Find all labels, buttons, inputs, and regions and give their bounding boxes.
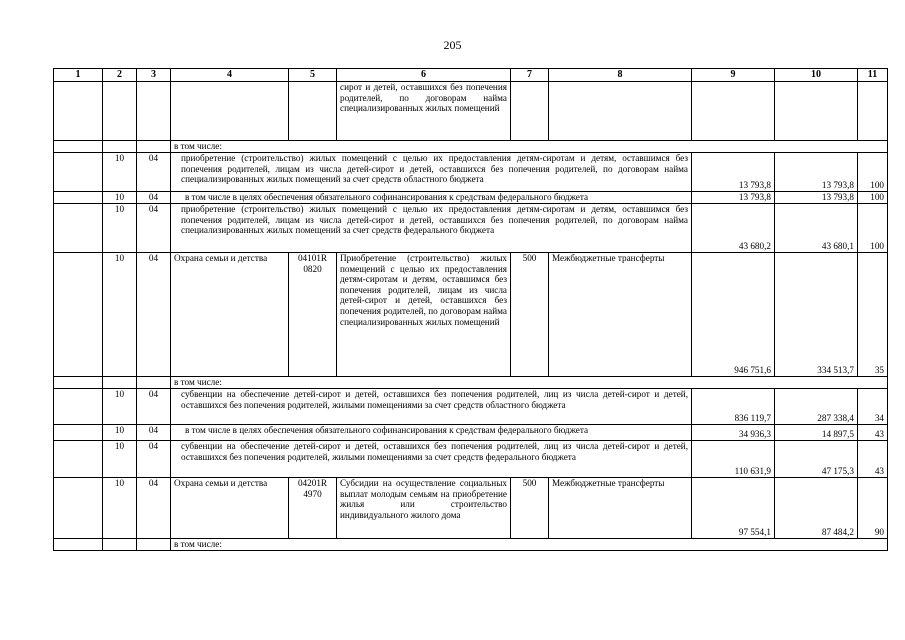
cell-actual: 43 680,1	[775, 204, 858, 253]
col-header: 11	[858, 69, 888, 82]
table-row	[54, 539, 888, 551]
cell-section: 10	[103, 153, 137, 192]
cell-plan: 836 119,7	[692, 389, 775, 425]
cell-subsection: 04	[137, 153, 171, 192]
cell-percent: 90	[858, 478, 888, 539]
col-header: 2	[103, 69, 137, 82]
cell-section: 10	[103, 441, 137, 478]
table-row	[54, 253, 888, 377]
cell-actual: 287 338,4	[775, 389, 858, 425]
cell-description: субвенции на обеспечение детей-сирот и детей, оставшихся без попечения родителей, лиц из числа детей-сирот и детей, оставшихся без попечения родителей, жилыми помещениями за счет средств федерального бюджета	[171, 441, 692, 478]
cell-plan: 110 631,9	[692, 441, 775, 478]
cell-actual: 14 897,5	[775, 425, 858, 441]
subtotal-label: в том числе:	[171, 377, 888, 389]
cell-percent: 43	[858, 425, 888, 441]
cell-actual: 47 175,3	[775, 441, 858, 478]
cell-actual: 334 513,7	[775, 253, 858, 377]
cell-program: Охрана семьи и детства	[171, 478, 289, 539]
cell-purpose: Приобретение (строительство) жилых помещений с целью их предоставления детям-сиротам и детям, оставшимся без попечения родителей, лицам из числа детей-сирот и детей, оставшихся без попечения родителей, по договорам найма специализированных жилых помещений	[337, 253, 511, 377]
table-row	[54, 141, 888, 153]
table-row	[54, 153, 888, 192]
cell-subsection: 04	[137, 389, 171, 425]
cell-plan: 13 793,8	[692, 192, 775, 204]
cell-description: в том числе в целях обеспечения обязательного софинансирования к средствам федерального бюджета	[171, 192, 692, 204]
cell-program: Охрана семьи и детства	[171, 253, 289, 377]
cell-purpose: сирот и детей, оставшихся без попечения родителей, по договорам найма специализированных жилых помещений	[337, 82, 511, 141]
cell-percent: 43	[858, 441, 888, 478]
cell-subsection: 04	[137, 425, 171, 441]
cell-purpose: Субсидии на осуществление социальных выплат молодым семьям на приобретение жилья или строительство индивидуального жилого дома	[337, 478, 511, 539]
cell-section: 10	[103, 204, 137, 253]
cell-section: 10	[103, 478, 137, 539]
budget-table	[53, 68, 888, 551]
cell-plan: 13 793,8	[692, 153, 775, 192]
cell-expense-type: 500	[511, 253, 549, 377]
subtotal-label: в том числе:	[171, 141, 888, 153]
col-header: 9	[692, 69, 775, 82]
cell-subsection: 04	[137, 204, 171, 253]
cell-plan: 946 751,6	[692, 253, 775, 377]
cell-percent: 100	[858, 204, 888, 253]
table-row	[54, 425, 888, 441]
col-header: 8	[549, 69, 692, 82]
cell-description: приобретение (строительство) жилых помещений с целью их предоставления детям-сиротам и детям, оставшимся без попечения родителей, лицам из числа детей-сирот и детей, оставшихся без попечения родителей, по договорам найма специализированных жилых помещений за счет средств федерального бюджета	[171, 204, 692, 253]
cell-subsection: 04	[137, 478, 171, 539]
cell-subsection: 04	[137, 253, 171, 377]
cell-expense-name: Межбюджетные трансферты	[549, 253, 692, 377]
table-row	[54, 192, 888, 204]
cell-actual: 13 793,8	[775, 153, 858, 192]
table-row	[54, 441, 888, 478]
table-row	[54, 478, 888, 539]
cell-description: субвенции на обеспечение детей-сирот и детей, оставшихся без попечения родителей, лиц из числа детей-сирот и детей, оставшихся без попечения родителей, жилыми помещениями за счет средств областного бюджета	[171, 389, 692, 425]
cell-percent: 100	[858, 153, 888, 192]
cell-percent: 35	[858, 253, 888, 377]
cell-section: 10	[103, 425, 137, 441]
cell-actual: 87 484,2	[775, 478, 858, 539]
cell-subsection: 04	[137, 192, 171, 204]
col-header: 5	[289, 69, 337, 82]
col-header: 1	[54, 69, 103, 82]
cell-plan: 34 936,3	[692, 425, 775, 441]
col-header: 10	[775, 69, 858, 82]
col-header: 3	[137, 69, 171, 82]
col-header: 4	[171, 69, 289, 82]
cell-section: 10	[103, 389, 137, 425]
cell-actual: 13 793,8	[775, 192, 858, 204]
cell-plan: 97 554,1	[692, 478, 775, 539]
cell-subsection: 04	[137, 441, 171, 478]
cell-percent: 34	[858, 389, 888, 425]
cell-description: в том числе в целях обеспечения обязательного софинансирования к средствам федерального бюджета	[171, 425, 692, 441]
table-row	[54, 389, 888, 425]
cell-percent: 100	[858, 192, 888, 204]
header-row	[54, 69, 888, 82]
cell-code: 04101R 0820	[289, 253, 337, 377]
table-row	[54, 204, 888, 253]
cell-code: 04201R 4970	[289, 478, 337, 539]
subtotal-label: в том числе:	[171, 539, 888, 551]
table-row	[54, 82, 888, 141]
cell-section: 10	[103, 192, 137, 204]
col-header: 6	[337, 69, 511, 82]
cell-description: приобретение (строительство) жилых помещений с целью их предоставления детям-сиротам и детям, оставшимся без попечения родителей, лицам из числа детей-сирот и детей, оставшихся без попечения родителей, по договорам найма специализированных жилых помещений за счет средств областного бюджета	[171, 153, 692, 192]
cell-expense-type: 500	[511, 478, 549, 539]
col-header: 7	[511, 69, 549, 82]
cell-plan: 43 680,2	[692, 204, 775, 253]
table-row	[54, 377, 888, 389]
page-number: 205	[443, 38, 462, 52]
cell-section: 10	[103, 253, 137, 377]
cell-expense-name: Межбюджетные трансферты	[549, 478, 692, 539]
